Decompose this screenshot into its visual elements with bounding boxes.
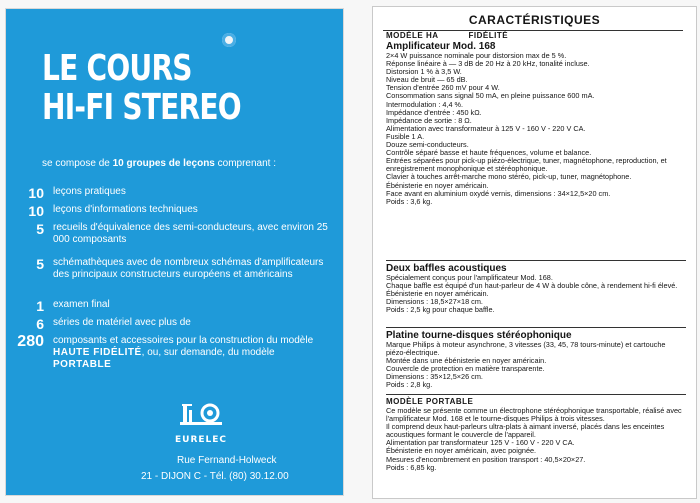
item-count: 6 [36,316,44,332]
item-text: séries de matériel avec plus de [53,317,191,328]
portable-caption: MODÈLE PORTABLE [386,397,474,406]
section-divider [386,327,686,328]
punch-hole [222,33,236,47]
item-count: 5 [36,256,44,272]
baffles-section [386,260,686,314]
item-count: 10 [28,203,44,219]
section-divider [386,260,686,261]
item-count: 10 [28,185,44,201]
course-card [5,8,344,496]
item-text: examen final [53,299,110,310]
portable-specs: Ce modèle se présente comme un électrophone stéréophonique transportable, réalisé avec l'amplificateur Mod. 168 et le tourne-disques Philips à trois vitesses. Il comprend deux haut-parleurs ultra-plats à aimant inversé, placés dans les enceintes acoustiques formant le couvercle de l'appareil. Alimentation par transformateur 125 V - 160 V - 220 V CA. Ébénisterie en noyer américain, avec poignée. Mesures d'encombrement en position transport : 40,5×20×27. Poids : 6,85 kg. [386,406,682,472]
specifications-card [372,6,697,499]
brand-name: EURELEC [174,435,228,445]
hifi-model-section [386,31,686,206]
eurelec-logo-icon [177,400,225,428]
address-city-phone: 21 - DIJON C - Tél. (80) 30.12.00 [141,471,289,482]
course-title-line1: LE COURS [42,48,192,89]
item-count: 5 [36,221,44,237]
item-text: recueils d'équivalence des semi-conducteurs, avec environ 25 000 composants [53,222,328,245]
section-caption: MODÈLE HA FIDÉLITÉ [386,31,509,40]
section-divider [386,394,686,395]
course-intro: se compose de 10 groupes de leçons comprenant : [42,158,277,169]
item-text: schémathèques avec de nombreux schémas d'amplificateurs des principaux constructeurs européens et américains [53,257,324,280]
baffles-heading: Deux baffles acoustiques [386,263,507,274]
item-text: composants et accessoires pour la construction du modèle HAUTE FIDÉLITÉ, ou, sur demande, du modèle PORTABLE [53,335,314,370]
page-title: CARACTÉRISTIQUES [468,13,601,27]
baffles-specs: Spécialement conçus pour l'amplificateur Mod. 168. Chaque baffle est équipé d'un haut-parleur de 4 W à double cône, à rendement hi-fi élevé. Ébénisterie en noyer américain. Dimensions : 18,5×27×18 cm. Poids : 2,5 kg pour chaque baffle. [386,273,678,315]
portable-section [386,394,686,472]
address-street: Rue Fernand-Holweck [177,455,277,466]
item-text: leçons d'informations techniques [53,204,198,215]
turntable-heading: Platine tourne-disques stéréophonique [386,330,572,341]
item-count: 1 [36,298,44,314]
item-count: 280 [17,333,44,350]
item-text: leçons pratiques [53,186,126,197]
turntable-section [386,327,686,390]
amplifier-specs: 2×4 W puissance nominale pour distorsion max de 5 %. Réponse linéaire à — 3 dB de 20 Hz à 20 kHz, tonalité incluse. Distorsion 1 % à 3,5 W. Niveau de bruit — 65 dB. Tension d'entrée 260 mV pour 4 W. Consommation sans signal 50 mA, en pleine puissance 600 mA. Intermodulation : 4,4 %. Impédance d'entrée : 450 kΩ. Impédance de sortie : 8 Ω. Alimentation avec transformateur à 125 V - 160 V - 220 V CA. Fusible 1 A. Douze semi-conducteurs. Contrôle séparé basse et haute fréquences, volume et balance. Entrées séparées pour pick-up piézo-électrique, tuner, magnétophone, reproduction, et enregistrement monophonique et stéréophonique. Clavier à touches arrêt-marche mono stéréo, pick-up, tuner, magnétophone. Ébénisterie en noyer américain. Face avant en aluminium oxydé vernis, dimensions : 34×12,5×20 cm. Poids : 3,6 kg. [386,51,667,206]
amplifier-heading: Amplificateur Mod. 168 [386,41,496,52]
course-title-line2: HI-FI STEREO [42,87,241,128]
turntable-specs: Marque Philips à moteur asynchrone, 3 vitesses (33, 45, 78 tours-minute) et cartouche piézo-électrique. Montée dans une ébénisterie en noyer américain. Couvercle de protection en matière transparente. Dimensions : 35×12,5×26 cm. Poids : 2,8 kg. [386,340,666,390]
